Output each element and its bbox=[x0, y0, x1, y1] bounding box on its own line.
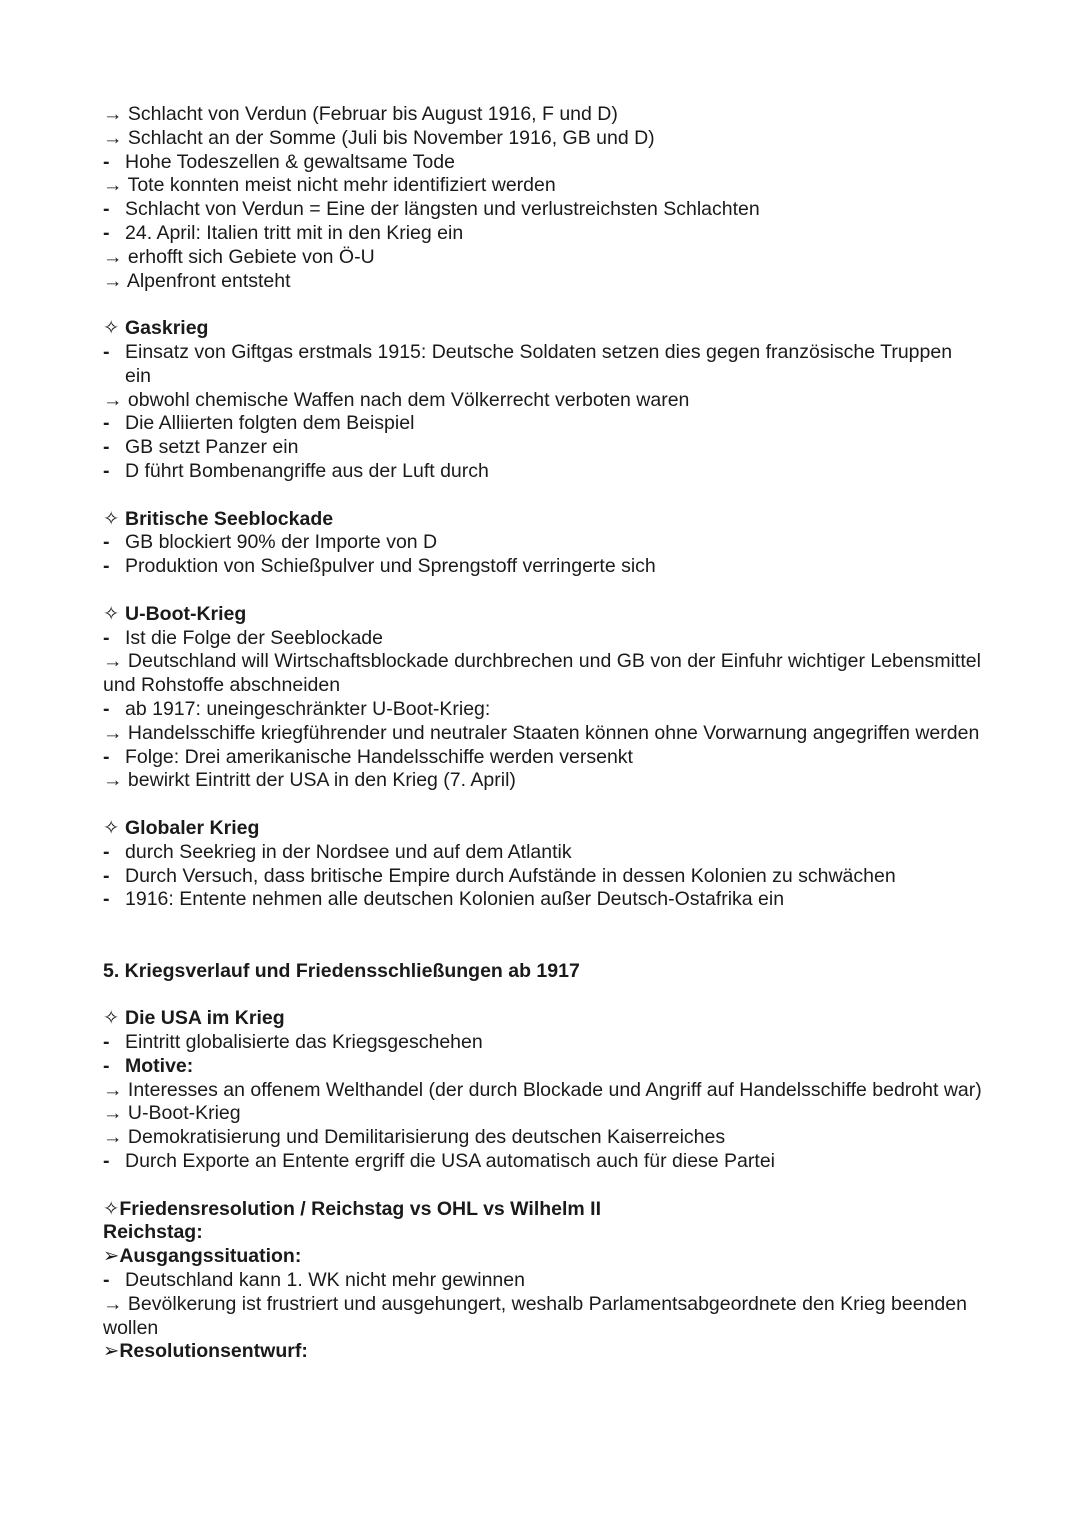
dash-bullet-item: - GB blockiert 90% der Importe von D bbox=[103, 531, 983, 555]
topic-heading-text: Friedensresolution / Reichstag vs OHL vs Wilhelm II bbox=[119, 1197, 602, 1220]
dash-bullet-item: - durch Seekrieg in der Nordsee und auf dem Atlantik bbox=[103, 841, 983, 865]
arrow-item: → Tote konnten meist nicht mehr identifiziert werden bbox=[103, 174, 556, 197]
sparkle-icon: ✧ bbox=[103, 602, 120, 625]
subheading: Reichstag: bbox=[103, 1221, 203, 1244]
document-page bbox=[103, 103, 983, 1364]
sparkle-icon: ✧ bbox=[103, 816, 120, 839]
dash-bullet-item: - Motive: bbox=[103, 1055, 983, 1079]
arrow-item: → Schlacht von Verdun (Februar bis August 1916, F und D) bbox=[103, 103, 618, 125]
dash-bullet-item: - Die Alliierten folgten dem Beispiel bbox=[103, 412, 983, 436]
topic-heading bbox=[103, 817, 983, 841]
topic-heading bbox=[103, 1198, 983, 1222]
spacer bbox=[103, 579, 983, 603]
arrow-item: → bewirkt Eintritt der USA in den Krieg (7. April) bbox=[103, 769, 516, 792]
spacer bbox=[103, 912, 983, 960]
arrow-item: → Alpenfront entsteht bbox=[103, 269, 291, 292]
sparkle-icon: ✧ bbox=[103, 1007, 120, 1030]
dash-bullet-item: - Produktion von Schießpulver und Sprengstoff verringerte sich bbox=[103, 555, 983, 579]
topic-heading bbox=[103, 317, 983, 341]
section-title: 5. Kriegsverlauf und Friedensschließungen ab 1917 bbox=[103, 959, 580, 982]
subheading: ➢Resolutionsentwurf: bbox=[103, 1340, 308, 1363]
dash-bullet-item: - GB setzt Panzer ein bbox=[103, 436, 983, 460]
dash-bullet-item: - Schlacht von Verdun = Eine der längsten und verlustreichsten Schlachten bbox=[103, 198, 983, 222]
arrow-item: → obwohl chemische Waffen nach dem Völkerrecht verboten waren bbox=[103, 388, 690, 411]
dash-bullet-item: - 24. April: Italien tritt mit in den Krieg ein bbox=[103, 222, 983, 246]
topic-heading bbox=[103, 508, 983, 532]
dash-bullet-item: - Ist die Folge der Seeblockade bbox=[103, 627, 983, 651]
dash-bullet-item: - Eintritt globalisierte das Kriegsgeschehen bbox=[103, 1031, 983, 1055]
spacer bbox=[103, 983, 983, 1007]
dash-bullet-item: - D führt Bombenangriffe aus der Luft durch bbox=[103, 460, 983, 484]
arrow-item: → Interesses an offenem Welthandel (der durch Blockade und Angriff auf Handelsschiffe bedroht war) bbox=[103, 1078, 982, 1101]
topic-heading-text: Globaler Krieg bbox=[125, 816, 260, 839]
topic-heading bbox=[103, 603, 983, 627]
arrow-item: → Bevölkerung ist frustriert und ausgehungert, weshalb Parlamentsabgeordnete den Krieg beenden wollen bbox=[103, 1292, 967, 1339]
arrow-item: → Deutschland will Wirtschaftsblockade durchbrechen und GB von der Einfuhr wichtiger Lebensmittel und Rohstoffe abschneiden bbox=[103, 650, 981, 697]
dash-bullet-item: - Folge: Drei amerikanische Handelsschiffe werden versenkt bbox=[103, 746, 983, 770]
sparkle-icon: ✧ bbox=[103, 317, 120, 340]
arrow-item: → erhofft sich Gebiete von Ö-U bbox=[103, 245, 375, 268]
dash-bullet-item: - Durch Exporte an Entente ergriff die USA automatisch auch für diese Partei bbox=[103, 1150, 983, 1174]
spacer bbox=[103, 293, 983, 317]
topic-heading-text: Die USA im Krieg bbox=[125, 1007, 285, 1030]
arrow-item: → Handelsschiffe kriegführender und neutraler Staaten können ohne Vorwarnung angegriffen werden bbox=[103, 721, 980, 744]
topic-heading-text: Britische Seeblockade bbox=[125, 507, 334, 530]
sparkle-icon: ✧ bbox=[103, 1197, 120, 1220]
dash-bullet-item: - Durch Versuch, dass britische Empire durch Aufstände in dessen Kolonien zu schwächen bbox=[103, 865, 983, 889]
arrow-item: → U-Boot-Krieg bbox=[103, 1102, 241, 1125]
dash-bullet-item: - ab 1917: uneingeschränkter U-Boot-Krieg: bbox=[103, 698, 983, 722]
dash-bullet-item: - Einsatz von Giftgas erstmals 1915: Deutsche Soldaten setzen dies gegen französische Truppen ein bbox=[103, 341, 983, 389]
topic-heading bbox=[103, 1007, 983, 1031]
topic-heading-text: U-Boot-Krieg bbox=[125, 602, 247, 625]
arrow-item: → Schlacht an der Somme (Juli bis November 1916, GB und D) bbox=[103, 126, 655, 149]
spacer bbox=[103, 793, 983, 817]
subheading: ➢Ausgangssituation: bbox=[103, 1245, 302, 1268]
spacer bbox=[103, 484, 983, 508]
dash-bullet-item: - Hohe Todeszellen & gewaltsame Tode bbox=[103, 151, 983, 175]
spacer bbox=[103, 1174, 983, 1198]
sparkle-icon: ✧ bbox=[103, 507, 120, 530]
dash-bullet-item: - 1916: Entente nehmen alle deutschen Kolonien außer Deutsch-Ostafrika ein bbox=[103, 888, 983, 912]
topic-heading-text: Gaskrieg bbox=[125, 317, 209, 340]
dash-bullet-item: - Deutschland kann 1. WK nicht mehr gewinnen bbox=[103, 1269, 983, 1293]
arrow-item: → Demokratisierung und Demilitarisierung des deutschen Kaiserreiches bbox=[103, 1126, 726, 1149]
